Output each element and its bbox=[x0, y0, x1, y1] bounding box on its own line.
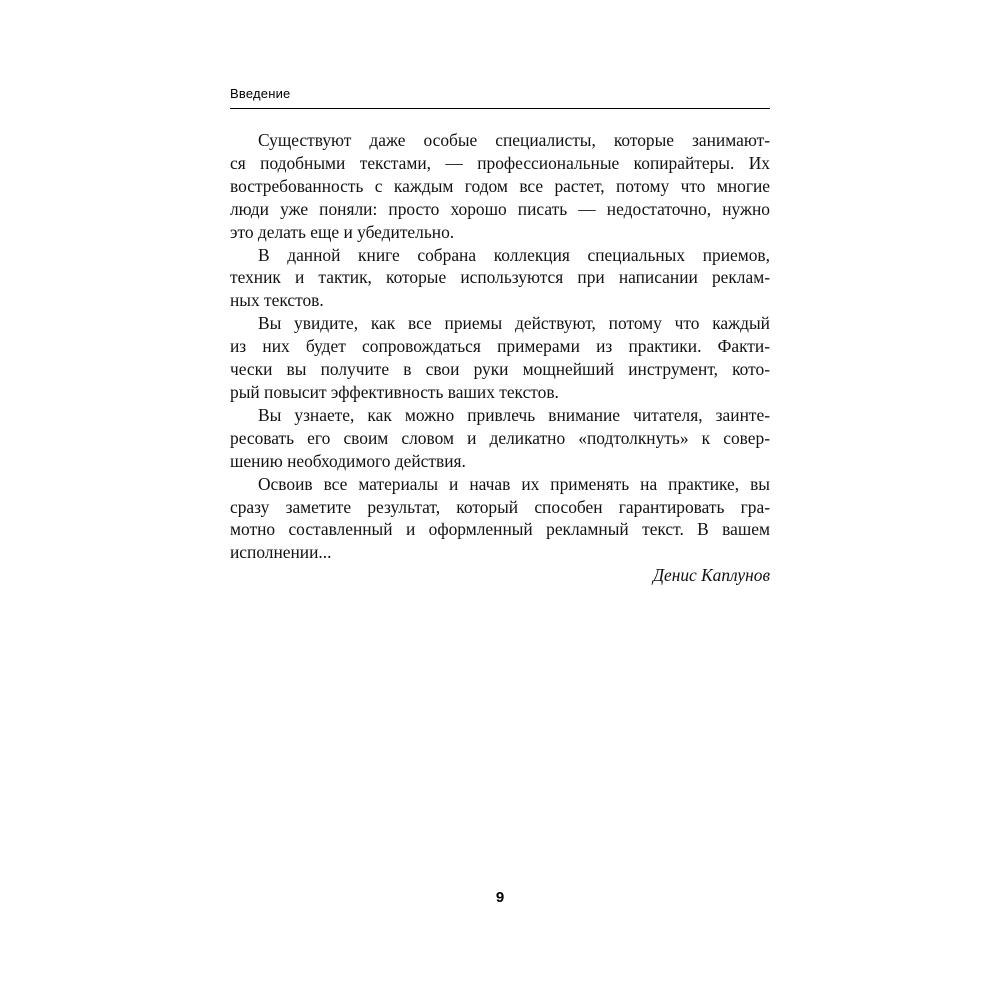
text-line: Освоив все материалы и начав их применять на практике, вы bbox=[258, 473, 770, 494]
text-line: ся подобными текстами, — профессиональные копирайтеры. Их bbox=[230, 152, 770, 173]
paragraph bbox=[230, 312, 770, 404]
text-line: люди уже поняли: просто хорошо писать — недостаточно, нужно bbox=[230, 198, 770, 219]
paragraph bbox=[230, 244, 770, 313]
text-line: чески вы получите в свои руки мощнейший инструмент, кото- bbox=[230, 359, 770, 380]
text-line: Существуют даже особые специалисты, которые занимают- bbox=[258, 130, 770, 150]
paragraph bbox=[230, 404, 770, 473]
author-signature: Денис Каплунов bbox=[652, 565, 770, 586]
text-line: ных текстов. bbox=[230, 290, 324, 311]
text-line: Вы узнаете, как можно привлечь внимание читателя, заинте- bbox=[258, 404, 770, 425]
text-line: Вы увидите, как все приемы действуют, потому что каждый bbox=[258, 313, 770, 334]
text-line: исполнении... bbox=[230, 542, 332, 563]
text-line: из них будет сопровождаться примерами из практики. Факти- bbox=[230, 336, 770, 357]
text-line: мотно составленный и оформленный рекламный текст. В вашем bbox=[230, 519, 770, 540]
text-line: В данной книге собрана коллекция специальных приемов, bbox=[258, 244, 770, 265]
main-text bbox=[230, 129, 770, 587]
text-line: ресовать его своим словом и деликатно «подтолкнуть» к совер- bbox=[230, 427, 770, 448]
text-line: сразу заметите результат, который способен гарантировать гра- bbox=[230, 496, 770, 517]
paragraph bbox=[230, 473, 770, 565]
page-number: 9 bbox=[495, 889, 505, 906]
paragraph bbox=[230, 129, 770, 244]
text-line: шению необходимого действия. bbox=[230, 450, 466, 471]
text-line: востребованность с каждым годом все растет, потому что многие bbox=[230, 175, 770, 196]
header-title: Введение bbox=[230, 86, 291, 101]
text-line: техник и тактик, которые используются при написании реклам- bbox=[230, 267, 770, 288]
running-header bbox=[230, 84, 770, 109]
text-line: это делать еще и убедительно. bbox=[230, 221, 455, 242]
text-line: рый повысит эффективность ваших текстов. bbox=[230, 381, 559, 402]
